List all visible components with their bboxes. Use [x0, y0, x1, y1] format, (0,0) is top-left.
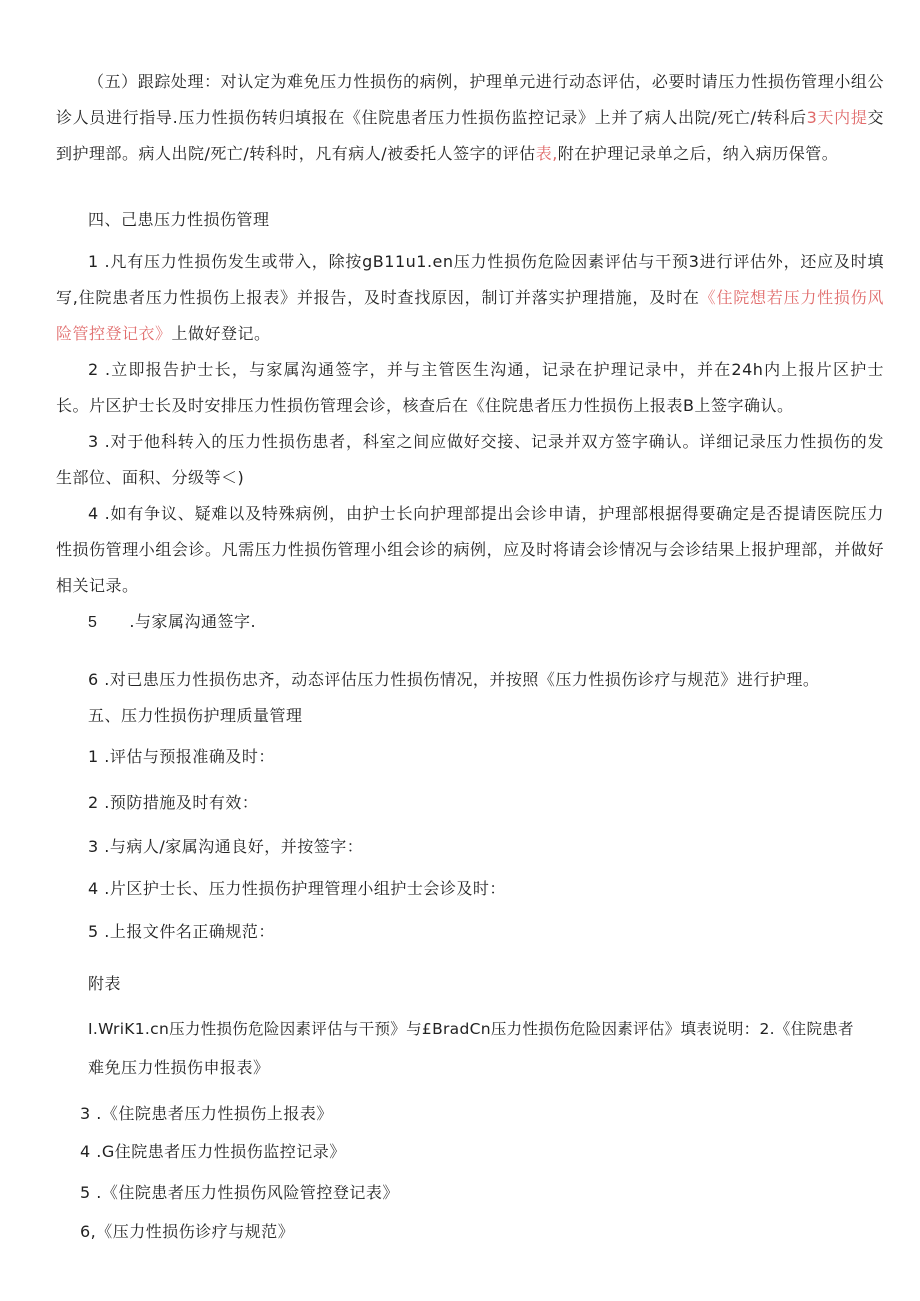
quality-item-3: 3 .与病人/家属沟通良好，并按签字：: [88, 837, 364, 856]
section-four-item-3: 3 .对于他科转入的压力性损伤患者，科室之间应做好交接、记录并双方签字确认。详细记录压力性损伤的发生部位、面积、分级等＜): [56, 432, 884, 487]
item-5-text: .与家属沟通签字.: [129, 612, 257, 631]
section-four-item-5: [88, 610, 256, 635]
item-1-text: 1 .凡有压力性损伤发生或带入，除按gB11u1.en压力性损伤危险因素评估与干预3进行评估外，还应及时填写,住院患者压力性损伤上报表》并报告，及时查找原因，制订并落实护理措施，及时在: [56, 252, 884, 307]
item-1-tail: 上做好登记。: [171, 324, 271, 343]
tracking-text-lead: （五）跟踪处理：对认定为难免压力性损伤的病例，护理单元进行动态评估，必要时请压力性损伤管理小组公诊人员进行指导.压力性损伤转归填报在《住院患者压力性损伤监控记录》上并了病人出院/死亡/转科后: [56, 72, 884, 127]
item-1-register-highlight: 《住院想若压力性损伤风险管控登记衣》: [56, 288, 884, 343]
appendix-item-4: 4 .G住院患者压力性损伤监控记录》: [80, 1142, 346, 1161]
tracking-form-highlight: 表,: [535, 144, 558, 163]
tracking-deadline-highlight: 3天内提: [806, 108, 868, 127]
quality-item-4: 4 .片区护士长、压力性损伤护理管理小组护士会诊及时：: [88, 879, 506, 898]
appendix-heading: 附表: [88, 974, 122, 993]
appendix-item-3: 3 .《住院患者压力性损伤上报表》: [80, 1104, 333, 1123]
section-four-item-2: 2 .立即报告护士长，与家属沟通签字，并与主管医生沟通，记录在护理记录中，并在24h内上报片区护士长。片区护士长及时安排压力性损伤管理会诊，核查后在《住院患者压力性损伤上报表B上签字确认。: [56, 360, 884, 415]
item-5-number: 5: [88, 614, 98, 631]
appendix-line-2: 难免压力性损伤申报表》: [88, 1058, 270, 1077]
quality-item-5: 5 .上报文件名正确规范：: [88, 922, 275, 941]
section-four-item-4: 4 .如有争议、疑难以及特殊病例，由护士长向护理部提出会诊申请，护理部根据得要确定是否提请医院压力性损伤管理小组会诊。凡需压力性损伤管理小组会诊的病例，应及时将请会诊情况与会诊结果上报护理部，并做好相关记录。: [56, 504, 884, 595]
appendix-line-1: I.WriK1.cn压力性损伤危险因素评估与干预》与£BradCn压力性损伤危险因素评估》填表说明：2.《住院患者: [88, 1020, 854, 1038]
quality-item-2: 2 .预防措施及时有效：: [88, 793, 259, 812]
tracking-text-middle: 交到护理部。病人出院/死亡/转科时，凡有病人/被委托人签字的评估: [56, 108, 884, 163]
appendix-item-6: 6,《压力性损伤诊疗与规范》: [80, 1222, 295, 1241]
tracking-text-tail: 附在护理记录单之后，纳入病历保管。: [557, 144, 839, 163]
section-four-item-1: [56, 244, 884, 352]
section-five-heading: 五、压力性损伤护理质量管理: [88, 706, 303, 725]
appendix-item-5: 5 .《住院患者压力性损伤风险管控登记表》: [80, 1183, 399, 1202]
quality-item-1: 1 .评估与预报准确及时：: [88, 747, 275, 766]
section-four-heading: 四、己患压力性损伤管理: [88, 210, 270, 229]
tracking-paragraph: [56, 64, 884, 172]
section-four-item-6: 6 .对已患压力性损伤忠齐，动态评估压力性损伤情况，并按照《压力性损伤诊疗与规范》进行护理。: [88, 670, 820, 689]
